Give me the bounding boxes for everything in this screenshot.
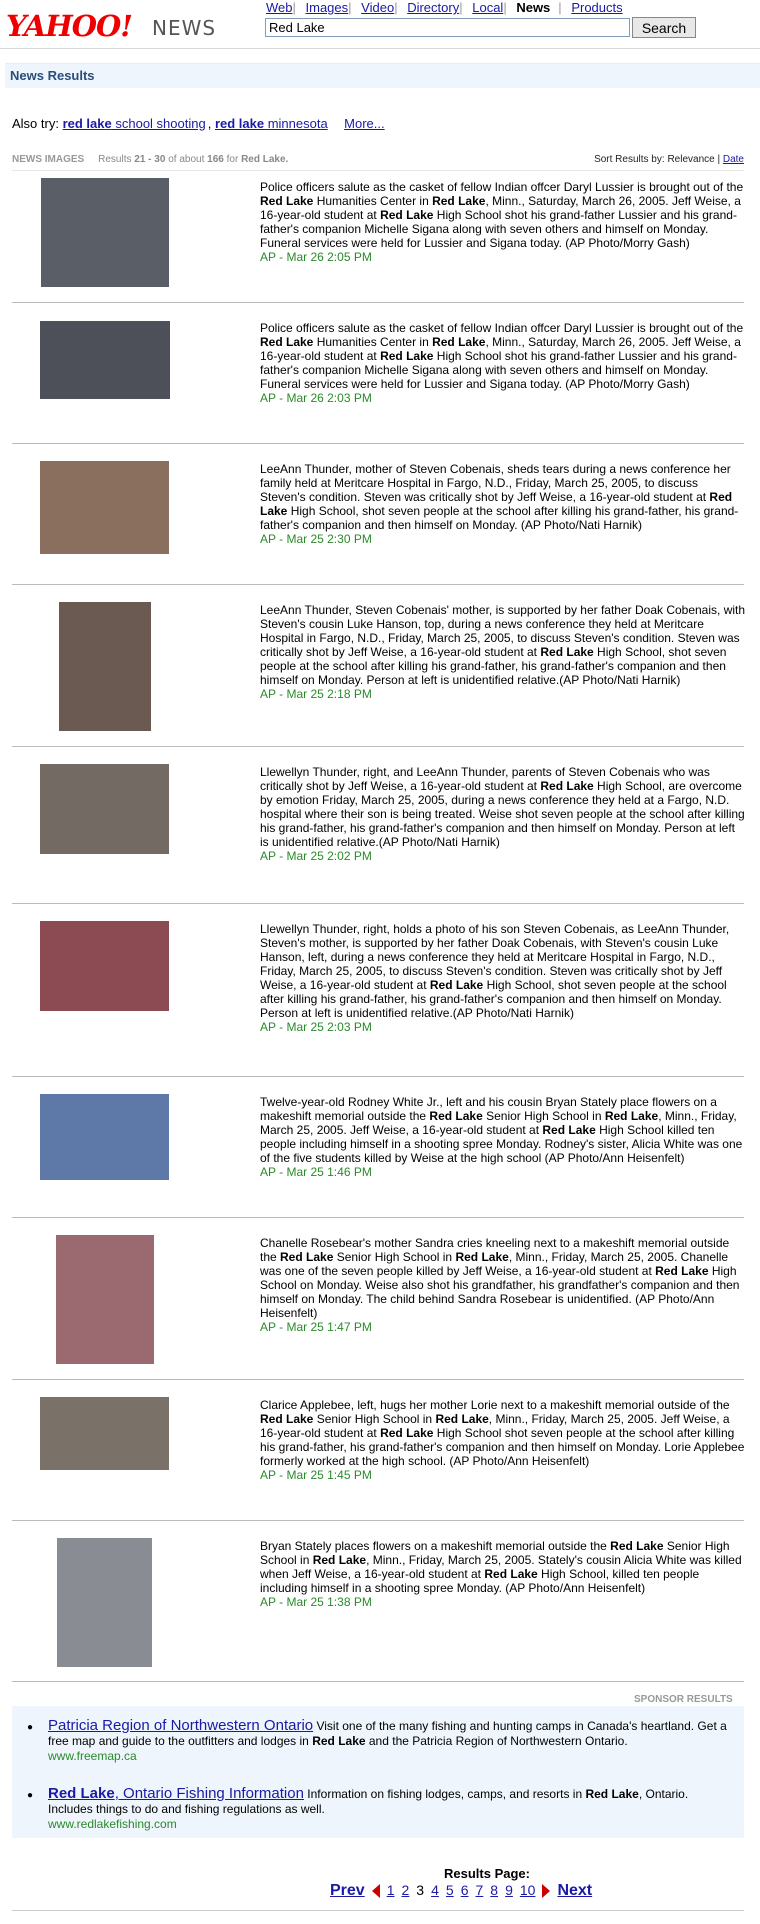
- results-list: [12, 176, 744, 1682]
- section-title: News Results: [10, 68, 95, 83]
- tab-web[interactable]: Web: [266, 0, 293, 15]
- result-caption: Twelve-year-old Rodney White Jr., left and his cousin Bryan Stately place flowers on a makeshift memorial outside the Red Lake Senior High School in Red Lake, Minn., Friday, March 25, 2005. Jeff Weise, a 16-year-old student at Red Lake High School killed ten people including himself in a shooting spree Monday. Rodney's sister, Alicia White was one of the five students killed by Weise at the high school (AP Photo/Ann Heisenfelt) AP - Mar 25 1:46 PM: [260, 1095, 743, 1179]
- page-link-8[interactable]: 8: [490, 1882, 499, 1898]
- result-source: AP - Mar 25 2:30 PM: [260, 532, 372, 546]
- result-source: AP - Mar 25 1:38 PM: [260, 1595, 372, 1609]
- sponsor-ad: ● Red Lake, Ontario Fishing Information Information on fishing lodges, camps, and resorts in Red Lake, Ontario. Includes things to do and fishing regulations as well. www.redlakefishing.com: [27, 1785, 689, 1831]
- result-source: AP - Mar 25 1:46 PM: [260, 1165, 372, 1179]
- result-caption: Bryan Stately places flowers on a makeshift memorial outside the Red Lake Senior High School in Red Lake, Minn., Friday, March 25, 2005. Stately's cousin Alicia White was killed when Jeff Weise, a 16-year-old student at Red Lake High School, killed ten people including himself in a shooting spree Monday. (AP Photo/Ann Heisenfelt) AP - Mar 25 1:38 PM: [260, 1539, 742, 1609]
- result-thumbnail[interactable]: [40, 321, 170, 399]
- page-link-5[interactable]: 5: [445, 1882, 454, 1898]
- result-item: [12, 585, 744, 747]
- result-thumbnail[interactable]: [40, 1397, 169, 1470]
- page-link-6[interactable]: 6: [460, 1882, 469, 1898]
- result-source: AP - Mar 26 2:05 PM: [260, 250, 372, 264]
- tab-video[interactable]: Video: [361, 0, 395, 15]
- sponsor-results: [12, 1706, 744, 1838]
- page-link-10[interactable]: 10: [519, 1882, 536, 1898]
- result-thumbnail[interactable]: [40, 461, 169, 554]
- sort-control: Sort Results by: Relevance | Date: [594, 154, 744, 165]
- result-thumbnail[interactable]: [40, 921, 169, 1011]
- result-thumbnail[interactable]: [57, 1538, 152, 1667]
- header: [0, 0, 760, 49]
- tab-images[interactable]: Images: [305, 0, 349, 15]
- bullet-icon: ●: [27, 1790, 34, 1801]
- result-caption: Llewellyn Thunder, right, and LeeAnn Thunder, parents of Steven Cobenais who was critically shot by Jeff Weise, a 16-year-old student at Red Lake High School, are overcome by emotion Friday, March 25, 2005, during a news conference they held at a Fargo, N.D. hospital where their son is being treated. Weise shot seven people at the school after killing his grand-father, his grand-father's companion and then himself on Monday. Person at left is unidentified relative.(AP Photo/Nati Harnik) AP - Mar 25 2:02 PM: [260, 765, 745, 863]
- also-try-more[interactable]: More...: [344, 116, 385, 131]
- bullet-icon: ●: [27, 1722, 34, 1733]
- result-source: AP - Mar 26 2:03 PM: [260, 391, 372, 405]
- result-source: AP - Mar 25 2:02 PM: [260, 849, 372, 863]
- result-caption: Chanelle Rosebear's mother Sandra cries kneeling next to a makeshift memorial outside the Red Lake Senior High School in Red Lake, Minn., Friday, March 25, 2005. Chanelle was one of the seven people killed by Jeff Weise, a 16-year-old student at Red Lake High School on Monday. Weise also shot his grandfather, his grandfather's companion and then himself on Monday. The child behind Sandra Rosebear is unidentified. (AP Photo/Ann Heisenfelt) AP - Mar 25 1:47 PM: [260, 1236, 740, 1334]
- result-thumbnail[interactable]: [59, 602, 151, 731]
- search-tabs: Web| Images| Video| Directory| Local| News | Products: [266, 0, 623, 15]
- results-query: Red Lake.: [241, 154, 289, 165]
- result-item: [12, 1077, 744, 1218]
- search-input[interactable]: [265, 18, 630, 37]
- sponsor-ad: ● Patricia Region of Northwestern Ontario Visit one of the many fishing and hunting camps in Canada's heartland. Get a free map and guide to the outfitters and lodges in Red Lake and the Patricia Region of Northwestern Ontario. www.freemap.ca: [27, 1717, 727, 1763]
- results-total: 166: [207, 154, 224, 165]
- sort-relevance: Relevance: [667, 154, 715, 165]
- page-link-7[interactable]: 7: [475, 1882, 484, 1898]
- result-caption: Llewellyn Thunder, right, holds a photo of his son Steven Cobenais, as LeeAnn Thunder, Steven's mother, is supported by her father Doak Cobenais, with Steven's cousin Luke Hanson, left, during a news conference they held at Meritcare Hospital in Fargo, N.D., Friday, March 25, 2005, to discuss Steven's condition. Steven was critically shot by Jeff Weise, a 16-year-old student at Red Lake High School, shot seven people at the school after killing his grand-father, his grand-father's companion and then himself on Monday. Person at left is unidentified relative.(AP Photo/Nati Harnik) AP - Mar 25 2:03 PM: [260, 922, 730, 1034]
- result-caption: LeeAnn Thunder, mother of Steven Cobenais, sheds tears during a news conference her family held at Meritcare Hospital in Fargo, N.D., Friday, March 25, 2005, to discuss Steven's condition. Steven was critically shot by Jeff Weise, a 16-year-old student at Red Lake High School, shot seven people at the school after killing his grand-father, his grand-father's companion and then himself on Monday. (AP Photo/Nati Harnik) AP - Mar 25 2:30 PM: [260, 462, 739, 546]
- tab-directory[interactable]: Directory: [407, 0, 460, 15]
- result-thumbnail[interactable]: [40, 764, 169, 854]
- sponsor-ad-title[interactable]: Patricia Region of Northwestern Ontario: [48, 1717, 314, 1734]
- result-caption: Police officers salute as the casket of fellow Indian offcer Daryl Lussier is brought out of the Red Lake Humanities Center in Red Lake, Minn., Saturday, March 26, 2005. Jeff Weise, a 16-year-old student at Red Lake High School shot his grand-father Lussier and his grand-father's companion Michelle Sigana along with seven others and himself on Monday. Funeral services were held for Lussier and Sigana today. (AP Photo/Morry Gash) AP - Mar 26 2:03 PM: [260, 321, 744, 405]
- result-thumbnail[interactable]: [56, 1235, 154, 1364]
- also-try-link-school-shooting[interactable]: red lake school shooting: [62, 116, 206, 131]
- page-link-1[interactable]: 1: [386, 1882, 395, 1898]
- result-item: [12, 904, 744, 1077]
- section-bar: [5, 63, 760, 88]
- result-item: [12, 303, 744, 444]
- page-link-4[interactable]: 4: [431, 1882, 439, 1898]
- page-link-9[interactable]: 9: [505, 1882, 513, 1898]
- result-source: AP - Mar 25 2:03 PM: [260, 1020, 372, 1034]
- result-caption: Police officers salute as the casket of fellow Indian offcer Daryl Lussier is brought out of the Red Lake Humanities Center in Red Lake, Minn., Saturday, March 26, 2005. Jeff Weise, a 16-year-old student at Red Lake High School shot his grand-father Lussier and his grand-father's companion Michelle Sigana along with seven others and himself on Monday. Funeral services were held for Lussier and Sigana today. (AP Photo/Morry Gash) AP - Mar 26 2:05 PM: [260, 180, 744, 264]
- result-caption: Clarice Applebee, left, hugs her mother Lorie next to a makeshift memorial outside of the Red Lake Senior High School in Red Lake, Minn., Friday, March 25, 2005. Jeff Weise, a 16-year-old student at Red Lake High School shot seven people at the school after killing his grand-father, his grand-father's companion and then himself on Monday. Lorie Applebee formerly worked at the high school. (AP Photo/Ann Heisenfelt) AP - Mar 25 1:45 PM: [260, 1398, 745, 1482]
- sponsor-ad-title[interactable]: Red Lake, Ontario Fishing Information: [48, 1785, 304, 1802]
- result-item: [12, 1218, 744, 1380]
- result-source: AP - Mar 25 1:45 PM: [260, 1468, 372, 1482]
- tab-products[interactable]: Products: [571, 0, 623, 15]
- result-item: [12, 444, 744, 585]
- next-arrow-icon[interactable]: [542, 1884, 550, 1898]
- tab-news[interactable]: News: [516, 0, 551, 15]
- result-caption: LeeAnn Thunder, Steven Cobenais' mother, is supported by her father Doak Cobenais, with Steven's cousin Luke Hanson, top, during a news conference they held at Meritcare Hospital in Fargo, N.D., Friday, March 25, 2005, to discuss Steven's condition. Steven was critically shot by Jeff Weise, a 16-year-old student at Red Lake High School, shot seven people at the school after killing his grand-father, his grand-father's companion and then himself on Monday. Person at left is unidentified relative.(AP Photo/Nati Harnik) AP - Mar 25 2:18 PM: [260, 603, 746, 701]
- result-source: AP - Mar 25 2:18 PM: [260, 687, 372, 701]
- sponsor-ad-url[interactable]: www.freemap.ca: [48, 1749, 137, 1763]
- search-button[interactable]: Search: [632, 17, 696, 38]
- result-item: [12, 1521, 744, 1682]
- pagination-label: Results Page:: [444, 1866, 530, 1881]
- prev-link[interactable]: Prev: [330, 1882, 365, 1899]
- yahoo-logo[interactable]: YAHOO!: [6, 9, 133, 43]
- result-thumbnail[interactable]: [41, 178, 169, 287]
- result-item: [12, 176, 744, 303]
- sponsor-ad-url[interactable]: www.redlakefishing.com: [48, 1817, 177, 1831]
- sponsor-results-label: SPONSOR RESULTS: [634, 1694, 733, 1705]
- pagination-row: [330, 1882, 599, 1900]
- also-try-label: Also try:: [12, 116, 59, 131]
- footer-divider: [12, 1910, 744, 1911]
- page-link-2[interactable]: 2: [401, 1882, 410, 1898]
- sort-date[interactable]: Date: [722, 154, 744, 165]
- also-try: Also try: red lake school shooting , red lake minnesota More...: [12, 116, 385, 131]
- news-logo-text: NEWS: [152, 16, 217, 40]
- tab-local[interactable]: Local: [472, 0, 504, 15]
- results-meta: NEWS IMAGES Results 21 - 30 of about 166 for Red Lake. Sort Results by: Relevance | Date: [12, 154, 744, 171]
- news-images-label: NEWS IMAGES: [12, 154, 85, 165]
- next-link[interactable]: Next: [557, 1882, 593, 1899]
- page-current: 3: [416, 1882, 425, 1898]
- also-try-link-minnesota[interactable]: red lake minnesota: [214, 116, 328, 131]
- result-item: [12, 1380, 744, 1521]
- result-thumbnail[interactable]: [40, 1094, 169, 1180]
- results-range: 21 - 30: [134, 154, 166, 165]
- result-item: [12, 747, 744, 904]
- prev-arrow-icon[interactable]: [372, 1884, 380, 1898]
- result-source: AP - Mar 25 1:47 PM: [260, 1320, 372, 1334]
